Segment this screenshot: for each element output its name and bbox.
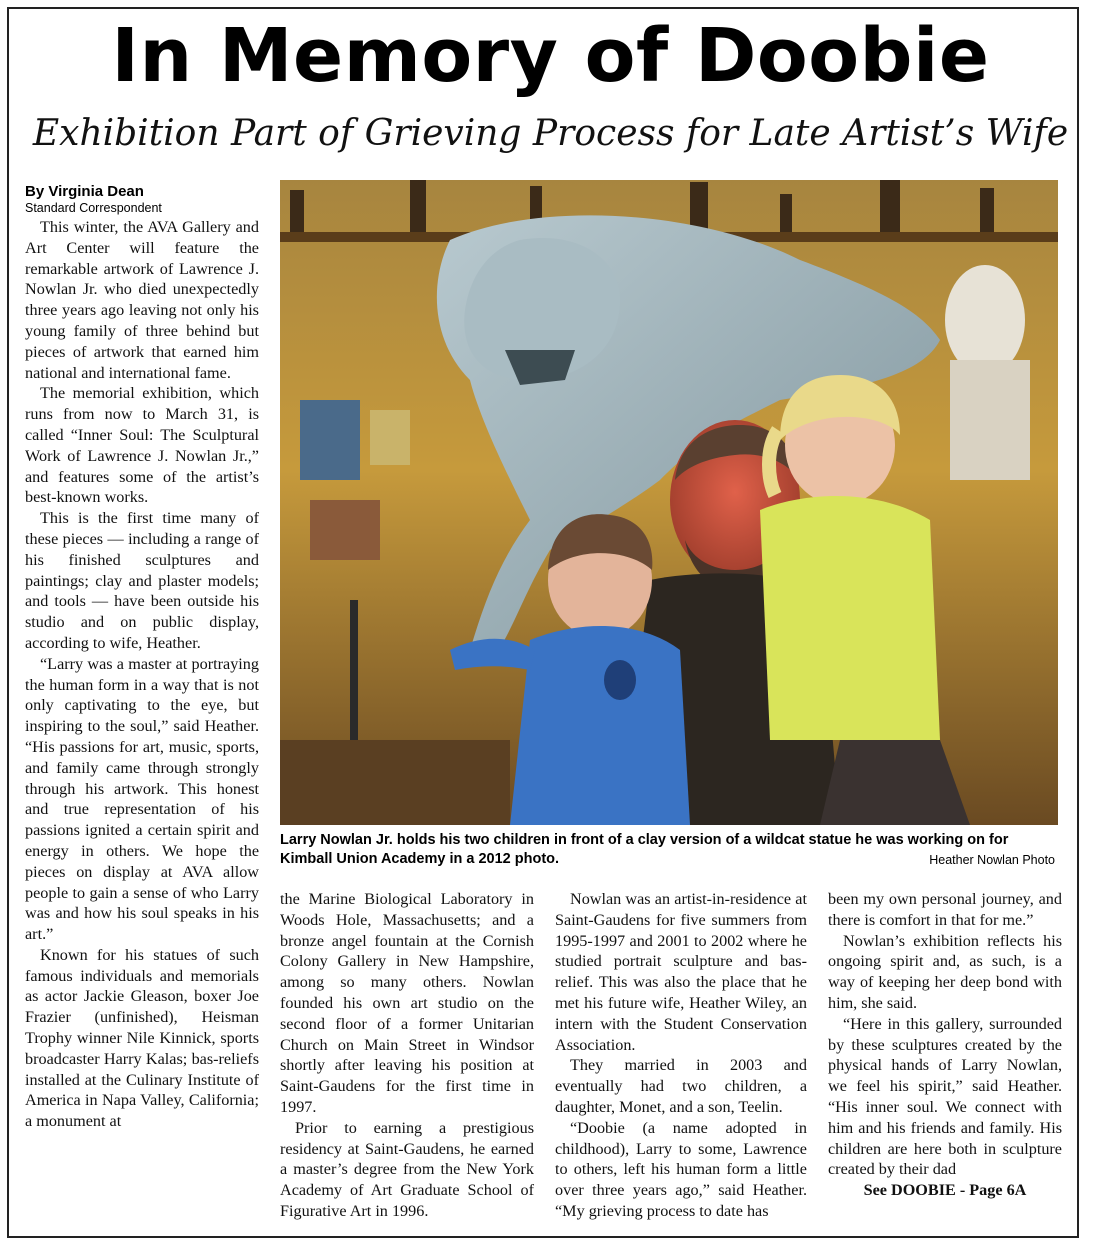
article-column-4	[828, 889, 1062, 1201]
article-column-1	[25, 183, 259, 1132]
feature-photo	[280, 180, 1058, 825]
paragraph: “Doobie (a name adopted in childhood), Larry to some, Lawrence to others, left his human form a little over three years ago,” said Heather. “My grieving process to date has	[555, 1118, 807, 1220]
paragraph: been my own personal journey, and there is comfort in that for me.”	[828, 890, 1062, 929]
subheadline: Exhibition Part of Grieving Process for Late Artist’s Wife	[32, 113, 1069, 154]
article-column-3	[555, 889, 807, 1222]
continuation-jump: See DOOBIE - Page 6A	[863, 1181, 1027, 1200]
byline-role: Standard Correspondent	[25, 201, 162, 215]
photo-caption: Larry Nowlan Jr. holds his two children in front of a clay version of a wildcat statue he was working on for Kimball Union Academy in a 2012 photo.	[280, 832, 1009, 867]
paragraph: Prior to earning a prestigious residency at Saint-Gaudens, he earned a master’s degree from the New York Academy of Art Graduate School of Figurative Art in 1996.	[280, 1118, 534, 1220]
byline-author: By Virginia Dean	[25, 183, 144, 200]
paragraph: This is the first time many of these pieces — including a range of his finished sculptures and paintings; clay and plaster models; and tools — have been outside his studio and on public display, according to wife, Heather.	[25, 509, 259, 652]
paragraph: This winter, the AVA Gallery and Art Center will feature the remarkable artwork of Lawrence J. Nowlan Jr. who died unexpectedly three years ago leaving not only his young family of three behind but pieces of artwork that earned him national and international fame.	[25, 218, 259, 382]
article-column-2	[280, 889, 534, 1222]
paragraph: They married in 2003 and eventually had two children, a daughter, Monet, and a son, Teelin.	[555, 1056, 807, 1116]
photo-illustration	[280, 180, 1058, 825]
paragraph: Nowlan was an artist-in-residence at Saint-Gaudens for five summers from 1995-1997 and 2001 to 2002 where he studied portrait sculpture and bas-relief. This was also the place that he met his future wife, Heather Wiley, an intern with the Student Conservation Association.	[555, 890, 807, 1054]
paragraph: Known for his statues of such famous individuals and memorials as actor Jackie Gleason, boxer Joe Frazier (unfinished), Heisman Trophy winner Nile Kinnick, sports broadcaster Harry Kalas; bas-reliefs installed at the Culinary Institute of America in Napa Valley, California; a monument at	[25, 945, 259, 1131]
paragraph: The memorial exhibition, which runs from now to March 31, is called “Inner Soul: The Sculptural Work of Lawrence J. Nowlan Jr.,” and features some of the artist’s best-known works.	[25, 384, 259, 507]
headline: In Memory of Doobie	[111, 13, 990, 99]
paragraph: Nowlan’s exhibition reflects his ongoing spirit and, as such, is a way of keeping her deep bond with him, she said.	[828, 931, 1062, 1012]
paragraph: the Marine Biological Laboratory in Woods Hole, Massachusetts; and a bronze angel fountain at the Cornish Colony Gallery in New Hampshire, among so many others. Nowlan founded his own art studio on the second floor of a former Unitarian Church on Main Street in Windsor shortly after leaving his position at Saint-Gaudens for the first time in 1997.	[280, 890, 534, 1116]
photo-credit: Heather Nowlan Photo	[929, 853, 1055, 867]
paragraph: “Larry was a master at portraying the human form in a way that is not only captivating to the eye, but inspiring to the soul,” said Heather. “His passions for art, music, sports, and family came through strongly through his artwork. This honest and true representation of his passions ignited a certain spirit and energy in others. We hope the pieces on display at AVA allow people to gain a sense of who Larry was and how his soul speaks in his art.”	[25, 654, 259, 944]
paragraph: “Here in this gallery, surrounded by these sculptures created by the physical hands of Larry Nowlan, we feel his spirit,” said Heather. “His inner soul. We connect with him and his friends and family. His children are here both in sculpture created by their dad	[828, 1014, 1062, 1179]
